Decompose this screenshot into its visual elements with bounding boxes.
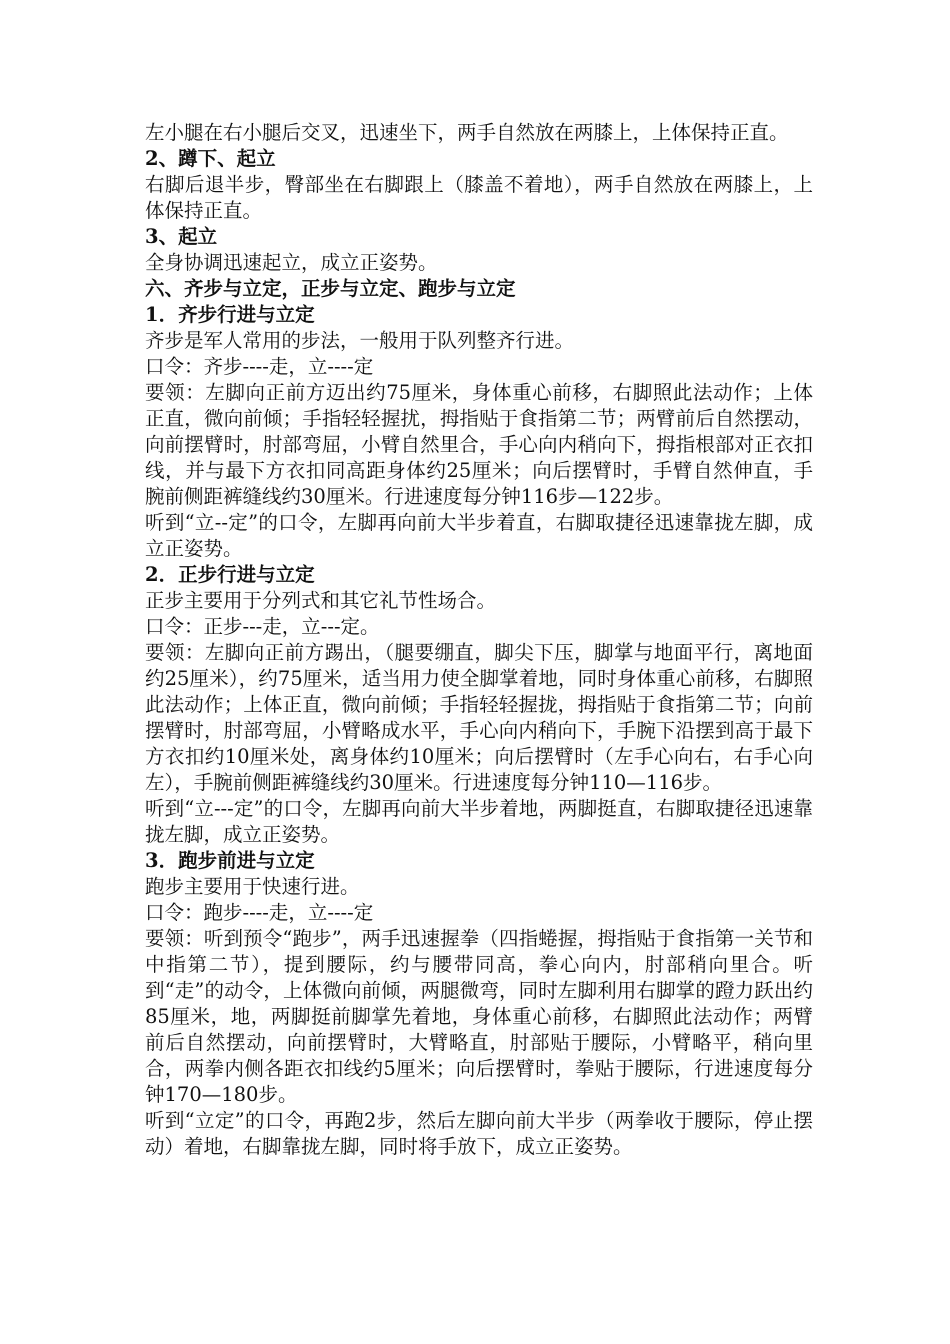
paragraph: 要领：听到预令“跑步”，两手迅速握拳（四指蜷握，拇指贴于食指第一关节和中指第二节），提到腰际，约与腰带同高，拳心向内，肘部稍向里合。听到“走”的动令，上体微向前倾，两腿微弯，同时左脚利用右脚掌的蹬力跃出约85厘米，地，两脚挺前脚掌先着地，身体重心前移，右脚照此法动作；两臂前后自然摆动，向前摆臂时，大臂略直，肘部贴于腰际，小臂略平，稍向里合，两拳内侧各距衣扣线约5厘米；向后摆臂时，拳贴于腰际，行进速度每分钟170—180步。 [145,927,813,1106]
command-line: 口令：齐步----走，立----定 [145,355,374,378]
section-heading: 1．齐步行进与立定 [145,303,315,326]
paragraph: 全身协调迅速起立，成立正姿势。 [145,251,438,274]
section-heading: 3．跑步前进与立定 [145,849,315,872]
paragraph: 听到“立定”的口令，再跑2步，然后左脚向前大半步（两拳收于腰际，停止摆动）着地，右脚靠拢左脚，同时将手放下，成立正姿势。 [145,1109,813,1158]
document-page [145,120,813,1160]
paragraph: 正步主要用于分列式和其它礼节性场合。 [145,589,497,612]
paragraph: 要领：左脚向正前方踢出，（腿要绷直，脚尖下压，脚掌与地面平行，离地面约25厘米），约75厘米，适当用力使全脚掌着地，同时身体重心前移，右脚照此法动作；上体正直，微向前倾；手指轻轻握拢，拇指贴于食指第二节；向前摆臂时，肘部弯屈，小臂略成水平，手心向内稍向下，手腕下沿摆到高于最下方衣扣约10厘米处，离身体约10厘米；向后摆臂时（左手心向右，右手心向左），手腕前侧距裤缝线约30厘米。行进速度每分钟110—116步。 [145,641,813,794]
command-line: 口令：跑步----走，立----定 [145,901,374,924]
section-heading: 2．正步行进与立定 [145,563,315,586]
paragraph: 跑步主要用于快速行进。 [145,875,360,898]
paragraph: 左小腿在右小腿后交叉，迅速坐下，两手自然放在两膝上，上体保持正直。 [145,121,789,144]
paragraph: 听到“立--定”的口令，左脚再向前大半步着直，右脚取捷径迅速靠拢左脚，成立正姿势。 [145,511,813,560]
section-heading: 3、起立 [145,225,218,248]
chapter-heading: 六、齐步与立定，正步与立定、跑步与立定 [145,277,516,300]
command-line: 口令：正步---走，立---定。 [145,615,380,638]
paragraph: 要领：左脚向正前方迈出约75厘米，身体重心前移，右脚照此法动作；上体正直，微向前倾；手指轻轻握扰，拇指贴于食指第二节；两臂前后自然摆动，向前摆臂时，肘部弯屈，小臂自然里合，手心向内稍向下，拇指根部对正衣扣线，并与最下方衣扣同高距身体约25厘米；向后摆臂时，手臂自然伸直，手腕前侧距裤缝线约30厘米。行进速度每分钟116步—122步。 [145,381,813,508]
section-heading: 2、蹲下、起立 [145,147,276,170]
paragraph: 听到“立---定”的口令，左脚再向前大半步着地，两脚挺直，右脚取捷径迅速靠拢左脚，成立正姿势。 [145,797,813,846]
paragraph: 齐步是军人常用的步法，一般用于队列整齐行进。 [145,329,575,352]
paragraph: 右脚后退半步，臀部坐在右脚跟上（膝盖不着地），两手自然放在两膝上，上体保持正直。 [145,173,813,222]
